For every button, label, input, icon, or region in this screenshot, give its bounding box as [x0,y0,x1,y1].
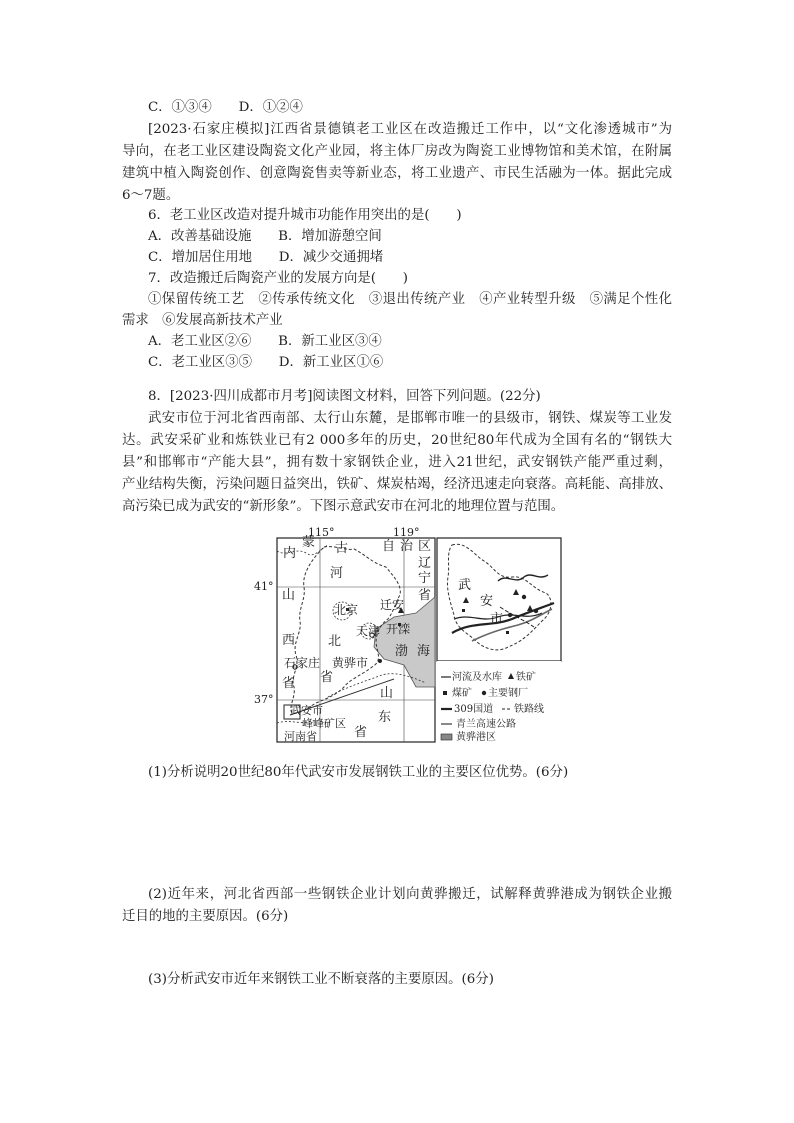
material-line-4: 6～7题。 [122,188,180,203]
lon-115-label: 115° [308,526,335,539]
question-7-options-ab: A．老工业区②⑥ B．新工业区③④ [148,334,382,349]
question-7-items-2: 需求 ⑥发展高新技术产业 [122,313,283,328]
label-sheng-sd: 省 [354,725,368,740]
inset-steel-2 [534,609,538,613]
label-wuan: 武安市 [290,704,323,717]
label-he: 河 [330,566,344,581]
label-hai: 海 [417,644,431,659]
label-qu: 区 [418,539,432,554]
inset-steel-1 [522,595,526,599]
inset-coal-1 [462,609,465,612]
label-dong-sd: 东 [378,710,392,725]
inset-label-shi: 市 [490,612,504,627]
label-huanghua: 黄骅市 [332,656,369,670]
label-meng: 蒙 [302,535,316,550]
label-sheng-sx: 省 [282,676,296,691]
question-6-options-cd: C．增加居住用地 D．减少交通拥堵 [148,250,384,265]
label-shan-sd: 山 [380,686,394,701]
passage-line-4: 产业结构失衡，污染问题日益突出，铁矿、煤炭枯竭，经济迅速走向衰落。高耗能、高排放、 [122,477,672,492]
lat-37-label: 37° [254,693,274,706]
label-henan: 河南省 [284,730,317,743]
lon-119-label: 119° [393,526,420,539]
question-7-options-cd: C．老工业区③⑤ D．新工业区①⑥ [148,355,384,370]
question-7-items-1: ①保留传统工艺 ②传承传统文化 ③退出传统产业 ④产业转型升级 ⑤满足个性化 [148,292,672,307]
label-shijiazhuang: 石家庄 [284,656,321,670]
option-line-cd-prev: C．①③④ D．①②④ [148,100,303,115]
legend-coal-symbol [443,691,447,695]
material-line-3: 建筑中植入陶瓷创作、创意陶瓷售卖等新业态，将工业遗产、市民生活融为一体。据此完成 [122,166,672,181]
label-liao: 辽 [418,556,432,571]
label-bei: 北 [328,634,342,649]
label-tianjin: 天津 [356,624,381,638]
legend-port-symbol [441,734,452,740]
question-7: 7．改造搬迁后陶瓷产业的发展方向是( ) [148,271,408,286]
lat-41-label: 41° [254,580,274,593]
inset-label-wu: 武 [458,578,472,593]
label-zhi: 治 [400,539,414,554]
legend-steel-label: 主要钢厂 [488,688,528,699]
label-shan: 山 [282,588,296,603]
legend-highway-label: 青兰高速公路 [456,719,516,730]
label-sheng-ln: 省 [418,588,432,603]
question-6: 6．老工业区改造对提升城市功能作用突出的是( ) [148,208,462,223]
huanghua-marker [378,659,382,663]
label-beijing: 北京 [334,603,359,617]
question-8: 8．[2023·四川成都市月考]阅读图文材料，回答下列问题。(22分) [148,389,541,404]
legend-steel-symbol [482,691,486,695]
passage-line-1: 武安市位于河北省西南部、太行山东麓，是邯郸市唯一的县级市，钢铁、煤炭等工业发 [148,411,672,426]
label-nei: 内 [283,546,297,561]
label-fengfeng: 峰峰矿区 [302,717,346,730]
material-line-2: 导向，在老工业区建设陶瓷文化产业园，将主体厂房改为陶瓷工业博物馆和美术馆，在附属 [122,144,672,159]
label-bo: 渤 [395,644,409,659]
sub-question-2-line-2: 迁目的地的主要原因。(6分) [122,909,289,924]
sub-question-3: (3)分析武安市近年来钢铁工业不断衰落的主要原因。(6分) [148,972,494,987]
label-kailuan: 开滦 [386,622,411,636]
legend-rail-label: 铁路线 [514,704,544,715]
inset-map-frame [437,538,561,661]
legend-309-label: 309国道 [454,704,494,715]
legend-iron-label: 铁矿 [516,672,536,683]
label-xi: 西 [282,633,296,648]
question-6-options-ab: A．改善基础设施 B．增加游憩空间 [148,229,382,244]
inset-steel-3 [508,613,512,617]
label-ning: 宁 [418,571,432,586]
legend-river-label: 河流及水库 [452,672,502,683]
sub-question-2-line-1: (2)近年来，河北省西部一些钢铁企业计划向黄骅搬迁，试解释黄骅港成为钢铁企业搬 [148,887,672,902]
passage-line-2: 达。武安采矿业和炼铁业已有2 000多年的历史，20世纪80年代成为全国有名的“钢铁大 [122,433,672,448]
legend-coal-label: 煤矿 [452,688,472,699]
wuan-location-map [254,526,562,743]
sub-question-1: (1)分析说明20世纪80年代武安市发展钢铁工业的主要区位优势。(6分) [148,765,569,780]
material-line-1: [2023·石家庄模拟]江西省景德镇老工业区在改造搬迁工作中，以“文化渗透城市”为 [148,122,672,137]
legend-port-label: 黄骅港区 [456,732,496,743]
passage-line-5: 高污染已成为武安的“新形象”。下图示意武安市在河北的地理位置与范围。 [122,499,565,514]
label-qianan: 迁安 [380,598,405,612]
label-zi: 自 [382,539,396,554]
inset-coal-2 [506,631,509,634]
label-gu: 古 [335,541,349,556]
label-sheng-hb: 省 [320,670,334,685]
passage-line-3: 县”和邯郸市“产能大县”，拥有数十家钢铁企业，进入21世纪，武安钢铁产能严重过剩， [122,455,672,470]
inset-label-an: 安 [480,594,494,609]
